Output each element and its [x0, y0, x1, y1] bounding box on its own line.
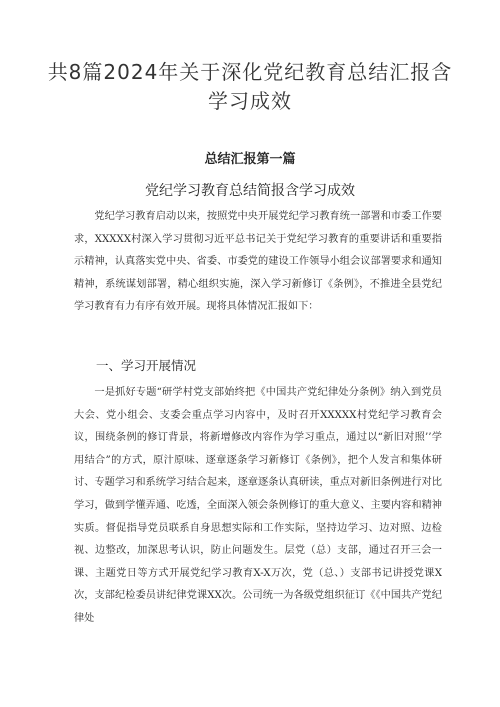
document-title: 共8篇2024年关于深化党纪教育总结汇报含学习成效 [47, 60, 453, 113]
intro-paragraph: 党纪学习教育启动以来，按照党中央开展党纪学习教育统一部署和市委工作要求，XXXXX村深入学习贯彻习近平总书记关于党纪学习教育的重要讲话和重要指示精神，认真落实党中央、省委、市委党的建设工作领导小组会议部署要求和通知精神，系统谋划部署，精心组织实施，深入学习新修订《条例》，不推进全县党纪学习教育有力有序有效开展。现将具体情况汇报如下： [74, 211, 442, 313]
body-paragraph: 一是抓好专题“研学村党支部始终把《中国共产党纪律处分条例》纳入到党员大会、党小组会、支委会重点学习内容中，及时召开XXXXX村党纪学习教育会议，围绕条例的修订背景，将新增修改内容作为学习重点，通过以“新旧对照’’学用结合”的方式，原汁原味、逐章逐条学习新修订《条例》，把个人发言和集体研讨、专题学习和系统学习结合起来，逐章逐条认真研读，重点对新旧条例进行对比学习，做到学懂弄通、吃透，全面深入领会条例修订的重大意义、主要内容和精神实质。督促指导党员联系自身思想实际和工作实际，坚持边学习、边对照、边检视、边整改，加深思考认识，防止问题发生。层党（总）支部，通过召开三会一课、主题党日等方式开展党纪学习教育X-X万次，党（总、）支部书记讲授党课X次，支部纪检委员讲纪律党课XX次。公司统一为各级党组织征订《《中国共产党纪律处 [74, 387, 442, 624]
article-title: 党纪学习教育总结简报含学习成效 [145, 183, 355, 199]
section-heading: 总结汇报第一篇 [204, 152, 296, 167]
heading-learning-status: 一、学习开展情况 [96, 358, 197, 373]
